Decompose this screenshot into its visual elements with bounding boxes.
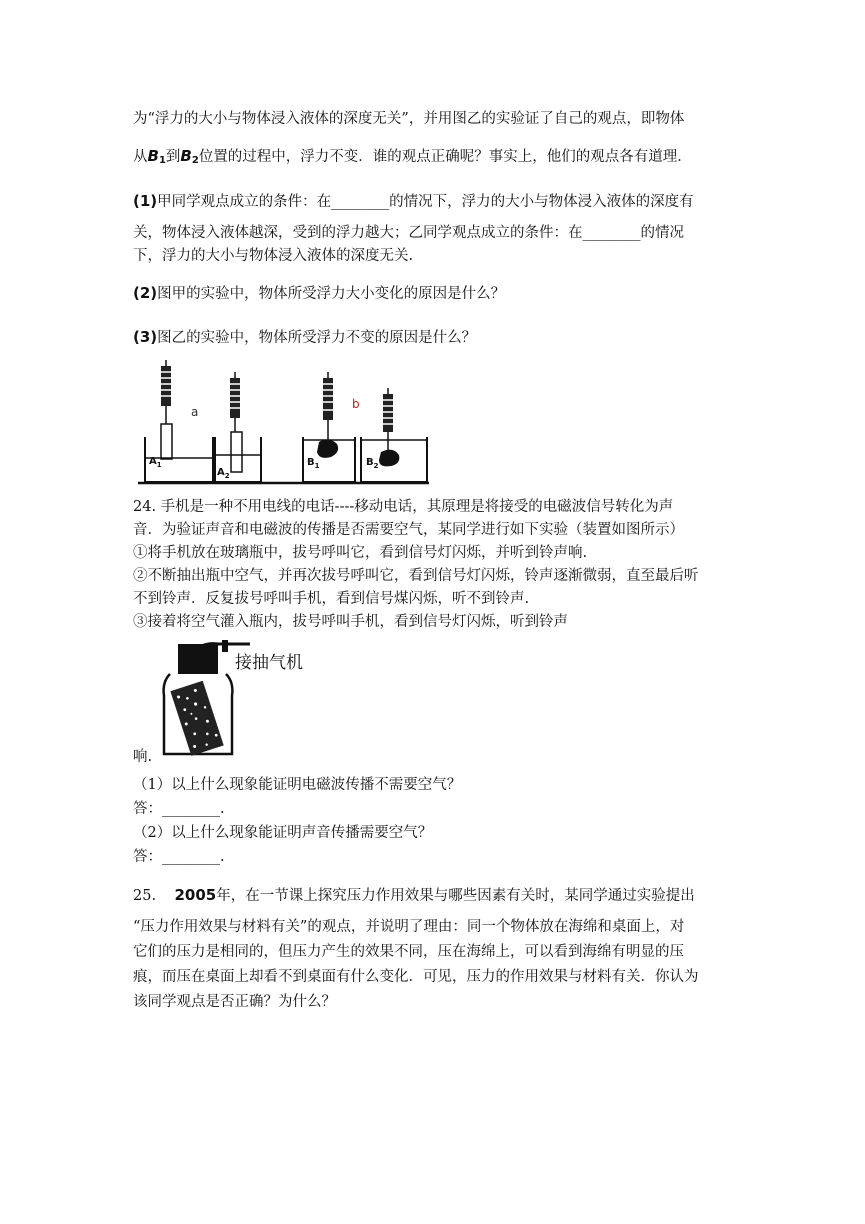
- q24-line4: ②不断抽出瓶中空气，并再次拔号呼叫它，看到信号灯闪烁，铃声逐渐微弱，直至最后听: [133, 568, 699, 584]
- q25-line3: 它们的压力是相同的，但压力产生的效果不同，压在海绵上，可以看到海绵有明显的压: [133, 944, 684, 960]
- b2-symbol: $B_2$: [180, 147, 199, 166]
- q23-part3: (3)图乙的实验中，物体所受浮力不变的原因是什么？: [133, 328, 477, 346]
- q25-number: 25.: [133, 888, 157, 904]
- q24-line3: ①将手机放在玻璃瓶中，拔号呼叫它，看到信号灯闪烁，并听到铃声响.: [133, 545, 588, 561]
- svg-text:B2: $B_2$: [366, 457, 379, 470]
- q23-part1-line1: (1)甲同学观点成立的条件：在________的情况下，浮力的大小与物体浸入液体的深度有: [133, 192, 694, 210]
- q25-line2: “压力作用效果与材料有关”的观点，并说明了理由：同一个物体放在海绵和桌面上，对: [133, 919, 685, 935]
- svg-text:B1: $B_1$: [307, 457, 320, 470]
- part3-number: (3): [133, 328, 158, 346]
- q24-answer1: 答：________.: [133, 801, 225, 817]
- q23-line2-pre: 从: [133, 149, 148, 165]
- b1-symbol: $B_1$: [147, 147, 166, 166]
- label-b: b: [352, 397, 360, 411]
- svg-text:A2: $A_2$: [217, 467, 230, 480]
- q24-sub1: （1）以上什么现象能证明电磁波传播不需要空气？: [133, 777, 462, 793]
- q23-part2: (2)图甲的实验中，物体所受浮力大小变化的原因是什么？: [133, 284, 506, 302]
- q24-line5: 不到铃声．反复拔号呼叫手机，看到信号煤闪烁，听不到铃声.: [133, 591, 530, 607]
- q24-line6: ③接着将空气灌入瓶内，拔号呼叫手机，看到信号灯闪烁，听到铃声: [133, 614, 568, 630]
- q25-line1: 25. 2005年，在一节课上探究压力作用效果与哪些因素有关时，某同学通过实验提出: [133, 886, 695, 904]
- vacuum-jar-figure: [158, 634, 318, 760]
- q24-sub2: （2）以上什么现象能证明声音传播需要空气？: [133, 825, 433, 841]
- q23-line2: [133, 145, 692, 166]
- q25-line4: 痕，而压在桌面上却看不到桌面有什么变化．可见，压力的作用效果与材料有关．你认为: [133, 969, 699, 985]
- q23-line2-mid: 到: [165, 149, 181, 165]
- q24-line7: 响.: [133, 749, 153, 765]
- pump-label: 接抽气机: [235, 653, 303, 673]
- svg-text:A1: $A_1$: [149, 456, 162, 469]
- q25-line5: 该同学观点是否正确？为什么？: [133, 994, 336, 1010]
- part2-number: (2): [133, 284, 158, 302]
- year: 2005: [174, 886, 217, 904]
- buoyancy-figure: [133, 360, 433, 490]
- label-a: a: [191, 405, 199, 419]
- q23-part1-line2: 关，物体浸入液体越深，受到的浮力越大；乙同学观点成立的条件：在________的情况: [133, 225, 684, 241]
- q23-line1: 为“浮力的大小与物体浸入液体的深度无关”，并用图乙的实验证了自己的观点，即物体: [133, 111, 685, 127]
- q24-line1: 24. 手机是一种不用电线的电话----移动电话，其原理是将接受的电磁波信号转化为声: [133, 499, 674, 515]
- q24-line2: 音．为验证声音和电磁波的传播是否需要空气，某同学进行如下实验（装置如图所示）: [133, 522, 684, 538]
- q24-answer2: 答：________.: [133, 849, 225, 865]
- q23-line2-post: 位置的过程中，浮力不变．谁的观点正确呢？事实上，他们的观点各有道理．: [198, 149, 692, 165]
- q23-part1-line3: 下，浮力的大小与物体浸入液体的深度无关.: [133, 248, 414, 264]
- part1-number: (1): [133, 192, 158, 210]
